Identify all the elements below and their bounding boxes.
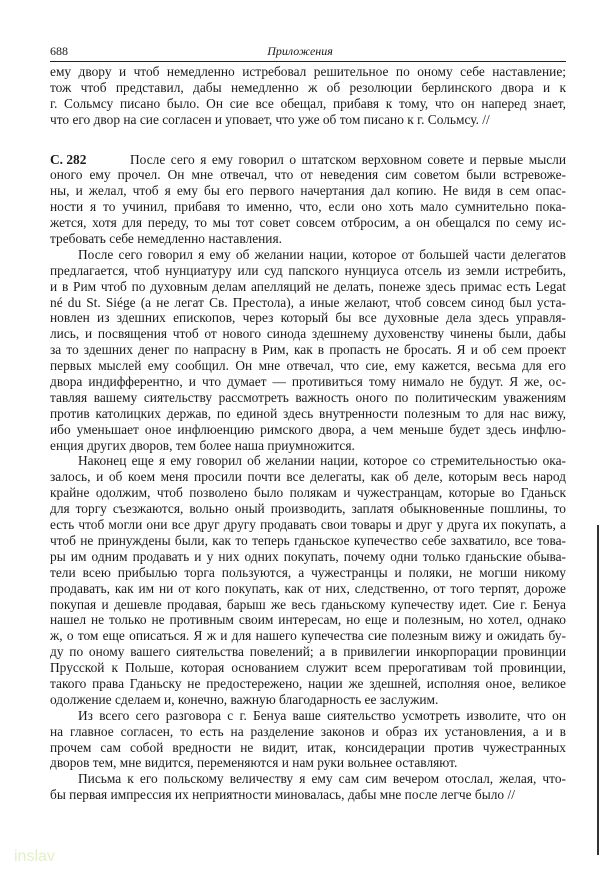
text-line: такого права Гданьску не предостережено, нации же здешней, исполняя оное, великое	[50, 675, 566, 691]
paragraph-gap	[50, 128, 566, 152]
watermark: inslav	[14, 848, 55, 865]
paragraph	[50, 771, 566, 803]
paragraph	[50, 247, 566, 454]
text-line: ры им одним продавать и у них одних покупать, почему одни только гданьские обыва-	[50, 548, 566, 564]
text-line: ны, и желал, чтоб я ему бы его первого начертания дал копию. Не видя в сем опас-	[50, 183, 566, 199]
text-line: тавляя вашему сиятельству рассмотреть важность оного по политическим уважениям	[50, 389, 566, 405]
text-line-content: После сего я ему говорил о штатском верховном совете и первые мысли	[130, 151, 566, 167]
text-line: против католицких держав, по единой здесь внутренности полезным то для нас вижу,	[50, 405, 566, 421]
text-line: бы первая импрессия их неприятности миновалась, дабы мне после легче было //	[50, 787, 515, 803]
text-line: крайне одолжим, чтоб позволено было полякам и чужестранцам, которые во Гданьск	[50, 485, 566, 501]
text-line: ж, о том еще описаться. Я ж и для нашего купечества сие полезным вижу и ожидать бу-	[50, 628, 566, 644]
text-line: покупая и дешевле продавая, барыш же весь гданьскому купечеству идет. Сие г. Бенуа	[50, 596, 566, 612]
text-line: нашел не только не противным своим интересам, но еще и полезным, но хотел, однако	[50, 612, 566, 628]
text-line: что его двор на сие согласен и уповает, что уже об том писано к г. Сольмсу. //	[50, 111, 490, 127]
text-line: новлен из здешних епископов, через который бы все духовные дела здесь управля-	[50, 310, 566, 326]
text-line: залось, и об коем меня просили почти все делегаты, как об деле, которым весь народ	[50, 469, 566, 485]
text-line: г. Сольмсу писано было. Он сие все обещал, прибавя к тому, что он наперед знает,	[50, 95, 566, 111]
text-line: Наконец еще я ему говорил об желании нации, которое со стремительностью ока-	[78, 453, 566, 469]
text-line: ему двору и чтоб немедленно истребовал решительное по оному себе наставление;	[50, 64, 566, 79]
text-line: После сего говорил я ему об желании нации, которое от большей части делегатов	[78, 246, 566, 262]
text-line: и в Рим чтоб по духовным делам апелляций не делать, понеже здесь примас есть Legat	[50, 278, 566, 294]
text-line: енция других дворов, тем более наша приумножится.	[50, 437, 355, 453]
page-reference-label: С. 282	[50, 151, 87, 167]
text-line	[50, 152, 566, 168]
text-line: лись, и посвящения чтоб от нового синода здешнему духовенству чинены были, дабы	[50, 326, 566, 342]
text-line: требовать себе немедленно наставления.	[50, 231, 282, 247]
text-line: ности я то учинил, прибавя то именно, что, если оно хоть мало сумнительно пока-	[50, 199, 566, 215]
text-line: двора индифферентно, и что думает — противиться тому нимало не будут. Я же, ос-	[50, 374, 566, 390]
paragraph	[50, 152, 566, 247]
paragraph	[50, 453, 566, 707]
paragraph	[50, 708, 566, 772]
document-body	[50, 64, 566, 803]
text-line: оного ему прочел. Он мне отвечал, что от неведения сим советом были встревоже-	[50, 167, 566, 183]
text-line: дворов тем, мне видится, переменяются и нам руки вольнее оставляют.	[50, 755, 458, 771]
header-rule	[50, 61, 566, 62]
text-line: есть чтоб могли они все друг другу продавать свои товары и друг у друга их покупать, а	[50, 517, 566, 533]
text-line: Письма к его польскому величеству я ему сам сим вечером отослал, желая, что-	[78, 771, 566, 787]
text-line: за то здешних денег по напрасну в Рим, как в пропасть не бросать. Я и об сем проект	[50, 342, 566, 358]
text-line: Из всего сего разговора с г. Бенуа ваше сиятельство усмотреть изволите, что он	[78, 707, 566, 723]
text-line: ду по оному вашего сиятельства повелений; а в привилегии инкорпорации провинции	[50, 644, 566, 660]
text-line: первых мыслей ему сообщил. Он мне отвечал, что сие, ему кажется, весьма для его	[50, 358, 566, 374]
text-line: тож чтоб представил, дабы немедленно ж об резолюции берлинского двора и к	[50, 79, 566, 95]
text-line: одолжение сделаем и, конечно, важную благодарность ее заслужим.	[50, 691, 439, 707]
text-line: ибо уменьшает оное инфлюенцию римского двора, а чем меньше будет здесь инфлю-	[50, 421, 566, 437]
text-line: тели всею прибылью торга пользуются, а чужестранцы и поляки, не могши никому	[50, 564, 566, 580]
text-line: чтоб не принуждены были, как то теперь гданьское купечество себе захватило, все това-	[50, 532, 566, 548]
paragraph	[50, 64, 566, 128]
text-line: Прусской к Польше, которая основанием служит всем прерогативам той провинции,	[50, 660, 566, 676]
scan-edge-line	[597, 525, 599, 855]
text-line: продавать, как им ни от кого покупать, как от них, следственно, от того терпят, дороже	[50, 580, 566, 596]
text-line: прочем сам собой вредности не видит, итак, консидерации против чужестранных	[50, 739, 566, 755]
page-number: 688	[50, 44, 68, 58]
running-title: Приложения	[267, 44, 333, 58]
text-line: для торгу съезжаются, вольно оный производить, заплатя обыкновенные пошлины, то	[50, 501, 566, 517]
text-line: предлагается, чтоб нунциатуру или суд папского нунциуса отсель из земли истребить,	[50, 262, 566, 278]
text-line: на главное согласен, то есть на разделение законов и образ их установления, а и в	[50, 723, 566, 739]
text-line: жется, хотя для переду, то мы тот совет совсем отбросим, а он обещался по сему ис-	[50, 215, 566, 231]
text-line: né du St. Siége (а не легат Св. Престола), а иные желают, чтоб совсем синод был уста-	[50, 294, 566, 310]
